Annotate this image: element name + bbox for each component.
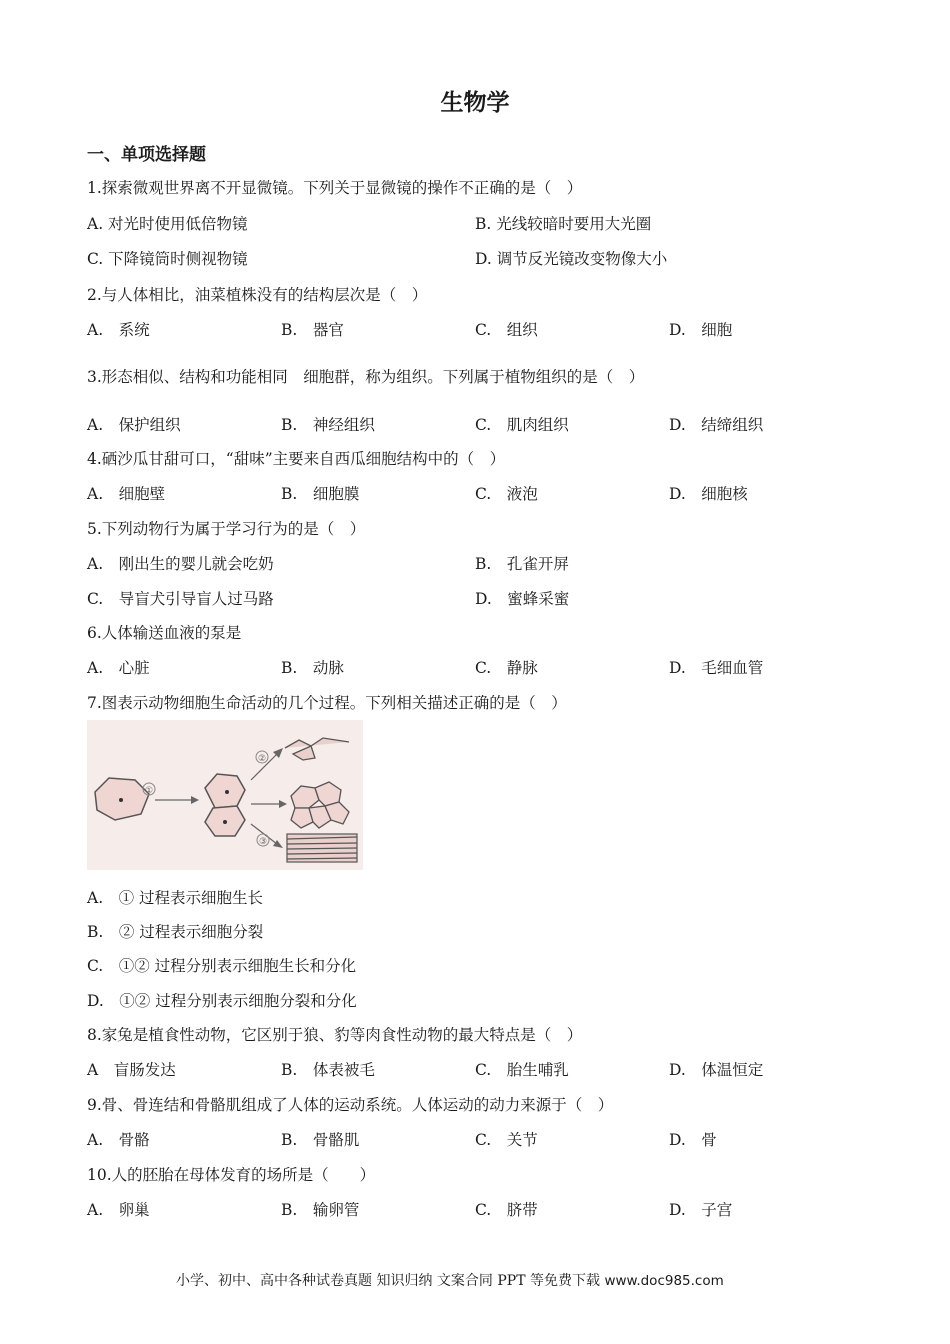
question-7-option-a: A. ① 过程表示细胞生长 (87, 889, 264, 907)
question-8-option-b: B. 体表被毛 (281, 1061, 375, 1079)
question-4-option-a: A. 细胞壁 (87, 485, 166, 503)
question-3-option-d: D. 结缔组织 (669, 416, 764, 434)
question-9-option-d: D. 骨 (669, 1131, 717, 1149)
question-9-option-a: A. 骨骼 (87, 1131, 150, 1149)
question-1-stem: 1.探索微观世界离不开显微镜。下列关于显微镜的操作不正确的是（ ） (87, 179, 583, 197)
question-6-stem: 6.人体输送血液的泵是 (87, 624, 242, 642)
question-3-option-b: B. 神经组织 (281, 416, 375, 434)
question-7-stem: 7.图表示动物细胞生命活动的几个过程。下列相关描述正确的是（ ） (87, 694, 567, 712)
question-8-option-c: C. 胎生哺乳 (475, 1061, 569, 1079)
question-2-option-a: A. 系统 (87, 321, 150, 339)
cell-process-figure (87, 720, 363, 870)
footer-url[interactable]: www.doc985.com (604, 1273, 724, 1289)
question-10-option-d: D. 子宫 (669, 1201, 733, 1219)
question-7-option-d: D. ①② 过程分别表示细胞分裂和分化 (87, 992, 357, 1010)
question-8-option-a: A 盲肠发达 (87, 1061, 176, 1079)
question-10-option-b: B. 输卵管 (281, 1201, 360, 1219)
cell-nucleus (119, 798, 123, 802)
question-10-option-a: A. 卵巢 (87, 1201, 150, 1219)
section-heading: 一、单项选择题 (87, 145, 206, 165)
question-3-option-a: A. 保护组织 (87, 416, 181, 434)
page-title: 生物学 (440, 90, 510, 116)
figure-label-3: ③ (258, 837, 268, 847)
question-1-option-d: D. 调节反光镜改变物像大小 (475, 250, 668, 268)
question-5-option-b: B. 孔雀开屏 (475, 555, 569, 573)
question-10-option-c: C. 脐带 (475, 1201, 538, 1219)
question-2-option-b: B. 器官 (281, 321, 344, 339)
question-4-option-c: C. 液泡 (475, 485, 538, 503)
question-9-option-c: C. 关节 (475, 1131, 538, 1149)
question-1-option-a: A. 对光时使用低倍物镜 (87, 215, 248, 233)
question-9-option-b: B. 骨骼肌 (281, 1131, 360, 1149)
question-2-option-c: C. 组织 (475, 321, 538, 339)
question-7-option-b: B. ② 过程表示细胞分裂 (87, 923, 264, 941)
question-1-option-c: C. 下降镜筒时侧视物镜 (87, 250, 248, 268)
question-5-option-a: A. 刚出生的婴儿就会吃奶 (87, 555, 274, 573)
question-4-option-b: B. 细胞膜 (281, 485, 360, 503)
question-7-option-c: C. ①② 过程分别表示细胞生长和分化 (87, 957, 357, 975)
question-6-option-a: A. 心脏 (87, 659, 150, 677)
question-2-option-d: D. 细胞 (669, 321, 733, 339)
question-5-stem: 5.下列动物行为属于学习行为的是（ ） (87, 520, 366, 538)
question-2-stem: 2.与人体相比，油菜植株没有的结构层次是（ ） (87, 286, 428, 304)
question-4-option-d: D. 细胞核 (669, 485, 748, 503)
figure-label-1: ① (144, 786, 154, 796)
question-6-option-c: C. 静脉 (475, 659, 538, 677)
page-footer (176, 1270, 724, 1290)
question-5-option-d: D. 蜜蜂采蜜 (475, 590, 570, 608)
question-6-option-b: B. 动脉 (281, 659, 344, 677)
question-6-option-d: D. 毛细血管 (669, 659, 764, 677)
question-1-option-b: B. 光线较暗时要用大光圈 (475, 215, 652, 233)
figure-label-2: ② (257, 754, 267, 764)
question-3-stem: 3.形态相似、结构和功能相同 细胞群，称为组织。下列属于植物组织的是（ ） (87, 368, 645, 386)
question-5-option-c: C. 导盲犬引导盲人过马路 (87, 590, 274, 608)
question-3-option-c: C. 肌肉组织 (475, 416, 569, 434)
question-9-stem: 9.骨、骨连结和骨骼肌组成了人体的运动系统。人体运动的动力来源于（ ） (87, 1096, 614, 1114)
question-8-option-d: D. 体温恒定 (669, 1061, 764, 1079)
footer-text: 小学、初中、高中各种试卷真题 知识归纳 文案合同 PPT 等免费下载 (176, 1273, 600, 1289)
question-10-stem: 10.人的胚胎在母体发育的场所是（ ） (87, 1166, 376, 1184)
muscle-fibers (287, 834, 357, 862)
question-4-stem: 4.硒沙瓜甘甜可口，“甜味”主要来自西瓜细胞结构中的（ ） (87, 450, 506, 468)
question-8-stem: 8.家兔是植食性动物，它区别于狼、豹等肉食性动物的最大特点是（ ） (87, 1026, 583, 1044)
